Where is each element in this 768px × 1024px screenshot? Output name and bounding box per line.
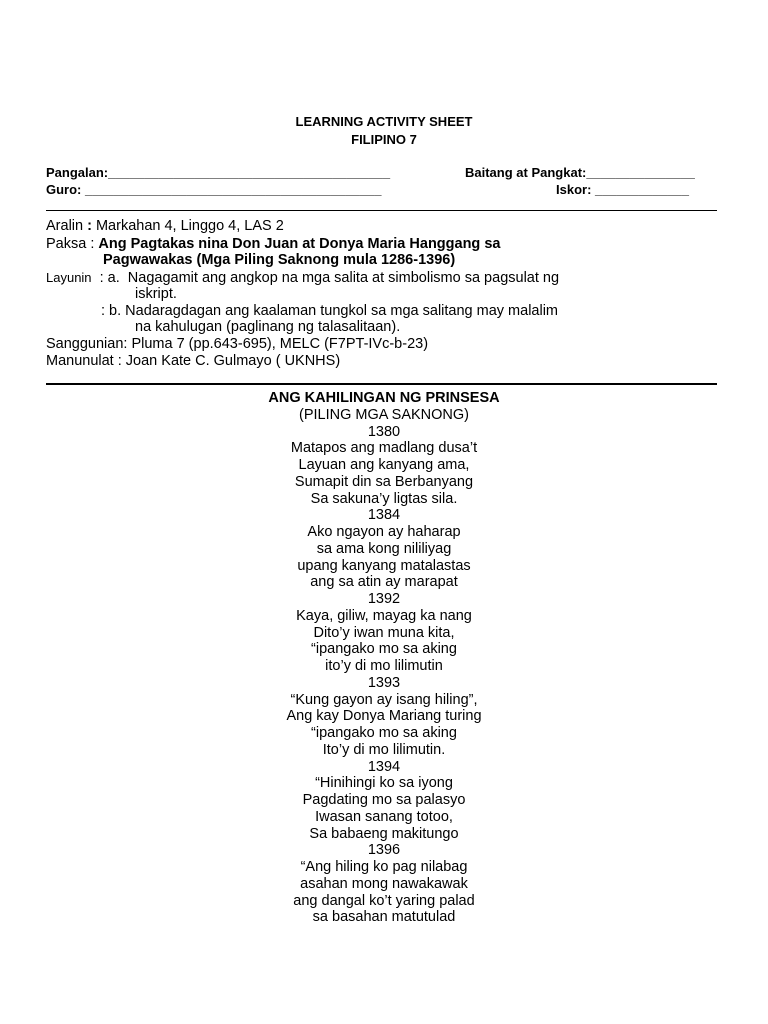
poem-line: Dito’y iwan muna kita, (313, 624, 455, 641)
stanza-number: 1394 (367, 758, 401, 775)
poem-subtitle: (PILING MGA SAKNONG) (299, 406, 469, 423)
section-divider (46, 383, 717, 385)
aralin-row (46, 218, 284, 235)
stanza-number: 1384 (367, 507, 401, 524)
poem-line: Sa babaeng makitungo (309, 825, 459, 842)
guro-field[interactable]: Guro: _________________________________________ (46, 182, 382, 197)
paksa-row (46, 236, 500, 253)
layunin-a-cont: iskript. (135, 286, 177, 302)
poem-line: Sa sakuna’y ligtas sila. (310, 490, 458, 507)
paksa-label: Paksa : (46, 236, 99, 252)
poem-line: Kaya, giliw, mayag ka nang (296, 607, 472, 624)
poem-line: Ang kay Donya Mariang turing (286, 708, 482, 725)
paksa-title-line2: Pagwawakas (Mga Piling Saknong mula 1286-1396) (103, 252, 456, 268)
sheet-title: LEARNING ACTIVITY SHEET (295, 114, 473, 129)
poem-line: Matapos ang madlang dusa’t (290, 440, 478, 457)
poem-line: sa basahan matutulad (312, 909, 456, 926)
layunin-a: : a. Nagagamit ang angkop na mga salita at simbolismo sa pagsulat ng (91, 270, 560, 286)
poem-line: ito’y di mo lilimutin (325, 658, 443, 674)
stanza-number: 1393 (367, 674, 401, 691)
poem-line: Sumapit din sa Berbanyang (294, 473, 474, 490)
sanggunian-row: Sanggunian: Pluma 7 (pp.643-695), MELC (F7PT-IVc-b-23) (46, 336, 429, 352)
divider-line (46, 210, 717, 211)
aralin-value: Markahan 4, Linggo 4, LAS 2 (91, 218, 284, 234)
layunin-row-a (46, 269, 559, 287)
poem-line: Iwasan sanang totoo, (315, 808, 453, 825)
sheet-subject: FILIPINO 7 (351, 132, 417, 147)
poem-line: ang sa atin ay marapat (310, 574, 458, 591)
poem-line: Pagdating mo sa palasyo (302, 792, 466, 808)
poem-line: Ito’y di mo lilimutin. (322, 741, 446, 758)
poem (0, 390, 768, 926)
manunulat-row: Manunulat : Joan Kate C. Gulmayo ( UKNHS) (46, 353, 341, 369)
poem-line: Ako ngayon ay haharap (307, 524, 461, 540)
iskor-field[interactable]: Iskor: _____________ (556, 182, 690, 197)
paksa-row-2 (103, 252, 455, 269)
paksa-title-line1: Ang Pagtakas nina Don Juan at Donya Maria Hanggang sa (98, 236, 501, 252)
poem-line: upang kanyang matalastas (297, 557, 471, 574)
poem-line: “ipangako mo sa aking (311, 641, 457, 658)
poem-line: “Ang hiling ko pag nilabag (300, 859, 468, 875)
poem-line: sa ama kong nililiyag (316, 540, 452, 557)
poem-line: Layuan ang kanyang ama, (298, 457, 470, 473)
layunin-b: : b. Nadaragdagan ang kaalaman tungkol sa mga salitang may malalim (101, 303, 559, 319)
stanza-number: 1380 (367, 423, 401, 440)
poem-line: “Kung gayon ay isang hiling”, (290, 691, 478, 708)
layunin-b-cont: na kahulugan (paglinang ng talasalitaan). (135, 319, 401, 335)
poem-line: asahan mong nawakawak (300, 875, 468, 892)
aralin-colon: : (87, 218, 92, 234)
stanza-number: 1392 (367, 591, 401, 607)
poem-line: “ipangako mo sa aking (311, 725, 457, 741)
poem-line: ang dangal ko’t yaring palad (293, 892, 475, 909)
pangalan-field[interactable]: Pangalan:_______________________________________ (46, 165, 391, 180)
layunin-label: Layunin (46, 270, 92, 285)
aralin-label: Aralin (46, 218, 88, 234)
poem-title: ANG KAHILINGAN NG PRINSESA (268, 390, 500, 406)
baitang-pangkat-field[interactable]: Baitang at Pangkat:_______________ (465, 165, 695, 180)
stanza-number: 1396 (367, 842, 401, 859)
poem-line: “Hinihingi ko sa iyong (315, 775, 453, 792)
